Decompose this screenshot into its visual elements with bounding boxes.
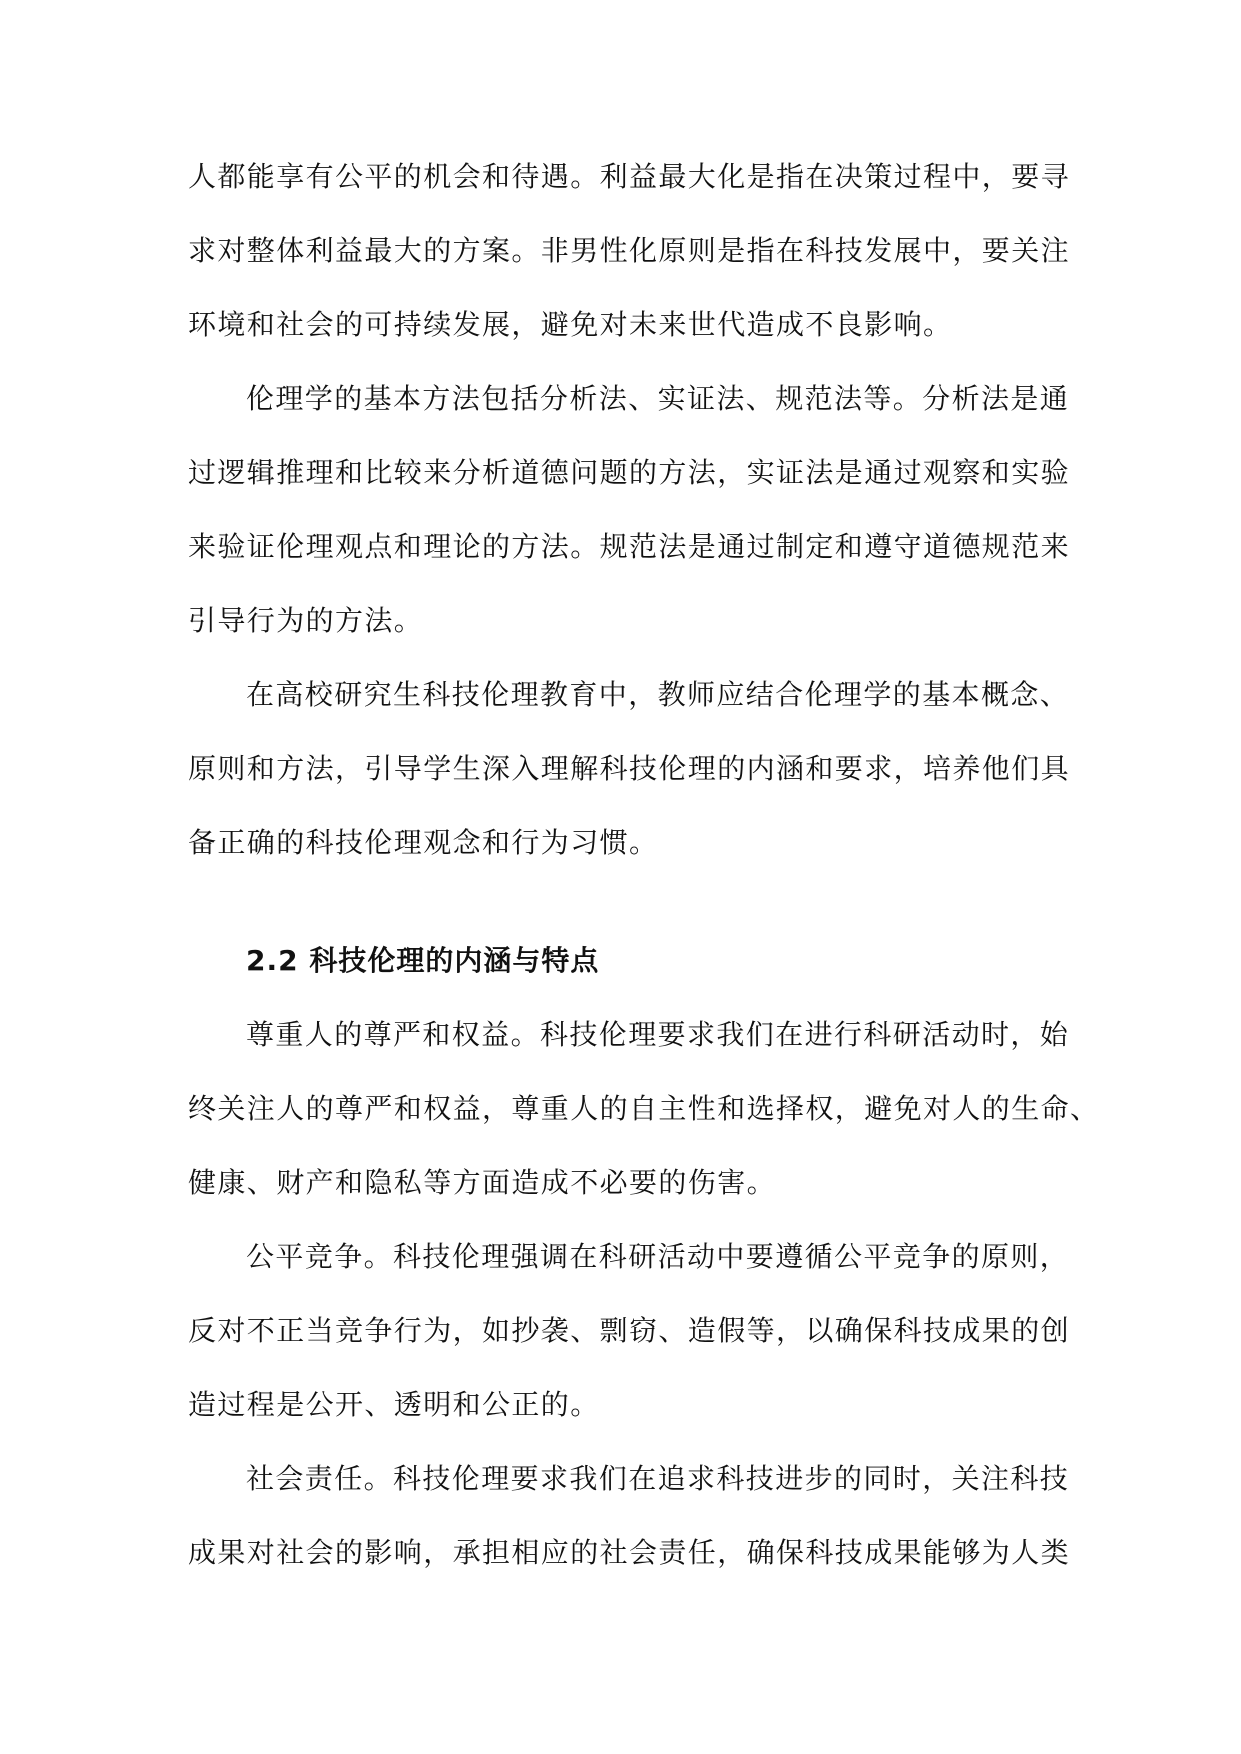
text-line: 环境和社会的可持续发展，避免对未来世代造成不良影响。 [188, 308, 953, 341]
page-body [188, 140, 1100, 1590]
text-line: 备正确的科技伦理观念和行为习惯。 [188, 826, 659, 859]
text-line: 求对整体利益最大的方案。非男性化原则是指在科技发展中，要关注 [188, 234, 1071, 267]
text-line: 健康、财产和隐私等方面造成不必要的伤害。 [188, 1166, 777, 1199]
text-line: 来验证伦理观点和理论的方法。规范法是通过制定和遵守道德规范来 [188, 530, 1071, 563]
text-line: 伦理学的基本方法包括分析法、实证法、规范法等。分析法是通 [246, 382, 1070, 415]
paragraph-equality-continuation [188, 140, 1071, 362]
paragraph-dignity-rights [188, 998, 1100, 1220]
text-line: 社会责任。科技伦理要求我们在追求科技进步的同时，关注科技 [246, 1462, 1070, 1495]
text-line: 反对不正当竞争行为，如抄袭、剽窃、造假等，以确保科技成果的创 [188, 1314, 1071, 1347]
section-heading: 2.2 科技伦理的内涵与特点 [246, 944, 600, 977]
text-line: 在高校研究生科技伦理教育中，教师应结合伦理学的基本概念、 [246, 678, 1070, 711]
text-line: 造过程是公开、透明和公正的。 [188, 1388, 600, 1421]
text-line: 终关注人的尊严和权益，尊重人的自主性和选择权，避免对人的生命、 [188, 1092, 1100, 1125]
paragraph-ethics-methods [188, 362, 1071, 658]
section-spacer [188, 880, 1058, 924]
text-line: 人都能享有公平的机会和待遇。利益最大化是指在决策过程中，要寻 [188, 160, 1071, 193]
text-line: 成果对社会的影响，承担相应的社会责任，确保科技成果能够为人类 [188, 1536, 1071, 1569]
paragraph-social-responsibility [188, 1442, 1071, 1590]
text-line: 过逻辑推理和比较来分析道德问题的方法，实证法是通过观察和实验 [188, 456, 1071, 489]
text-line: 原则和方法，引导学生深入理解科技伦理的内涵和要求，培养他们具 [188, 752, 1071, 785]
text-line: 尊重人的尊严和权益。科技伦理要求我们在进行科研活动时，始 [246, 1018, 1070, 1051]
text-line: 引导行为的方法。 [188, 604, 424, 637]
paragraph-graduate-education [188, 658, 1071, 880]
paragraph-fair-competition [188, 1220, 1071, 1442]
text-line: 公平竞争。科技伦理强调在科研活动中要遵循公平竞争的原则， [246, 1240, 1070, 1273]
